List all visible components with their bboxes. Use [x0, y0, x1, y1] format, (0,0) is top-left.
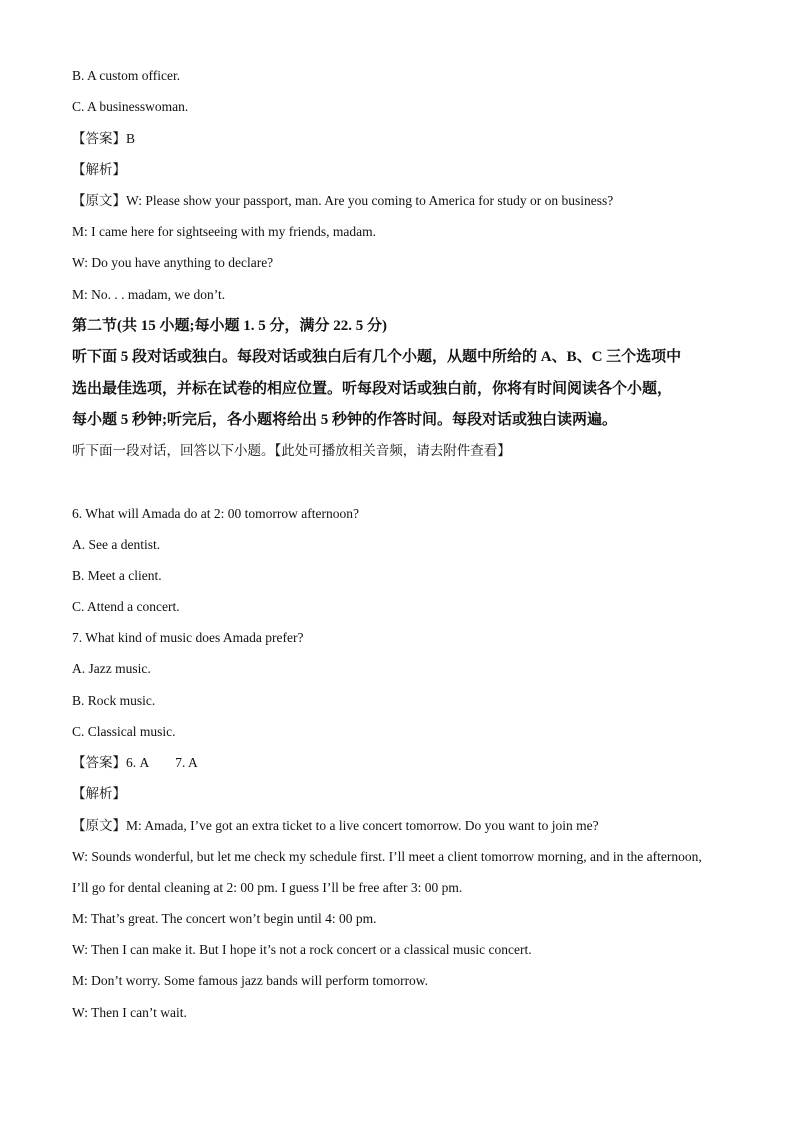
transcript-line: M: No. . . madam, we don’t. [72, 287, 226, 302]
transcript-line: W: Sounds wonderful, but let me check my schedule first. I’ll meet a client tomorrow morning, and in the afternoon, [72, 849, 702, 864]
transcript-line: I’ll go for dental cleaning at 2: 00 pm. I guess I’ll be free after 3: 00 pm. [72, 880, 463, 895]
question-option: C. Classical music. [72, 724, 176, 739]
transcript-line: M: That’s great. The concert won’t begin until 4: 00 pm. [72, 911, 377, 926]
listen-prompt: 听下面一段对话，回答以下小题。【此处可播放相关音频，请去附件查看】 [72, 443, 511, 458]
question-option: C. Attend a concert. [72, 599, 180, 614]
question-stem: 6. What will Amada do at 2: 00 tomorrow afternoon? [72, 506, 359, 521]
answer-second: 7. A [175, 755, 198, 770]
question-option: B. Rock music. [72, 693, 156, 708]
instruction-line: 选出最佳选项，并标在试卷的相应位置。听每段对话或独白前，你将有时间阅读各个小题， [72, 381, 673, 397]
transcript-line: M: I came here for sightseeing with my friends, madam. [72, 224, 377, 239]
analysis-label: 【解析】 [72, 162, 126, 177]
option-b: B. A custom officer. [72, 68, 181, 83]
question-option: B. Meet a client. [72, 568, 162, 583]
option-c: C. A businesswoman. [72, 99, 189, 114]
transcript-line: W: Do you have anything to declare? [72, 255, 274, 270]
question-option: A. See a dentist. [72, 537, 161, 552]
transcript-line: 【原文】W: Please show your passport, man. Are you coming to America for study or on business? [72, 193, 614, 208]
instruction-line: 听下面 5 段对话或独白。每段对话或独白后有几个小题，从题中所给的 A、B、C 三个选项中 [72, 349, 682, 365]
question-stem: 7. What kind of music does Amada prefer? [72, 630, 304, 645]
transcript-line: M: Don’t worry. Some famous jazz bands will perform tomorrow. [72, 973, 429, 988]
instruction-line: 每小题 5 秒钟;听完后，各小题将给出 5 秒钟的作答时间。每段对话或独白读两遍。 [72, 412, 617, 428]
answer-label: 【答案】6. A [72, 755, 150, 770]
answer-label: 【答案】B [72, 131, 136, 146]
transcript-line: W: Then I can make it. But I hope it’s not a rock concert or a classical music concert. [72, 942, 532, 957]
answer-line [72, 754, 198, 772]
analysis-label: 【解析】 [72, 786, 126, 801]
transcript-line: W: Then I can’t wait. [72, 1005, 187, 1020]
section-heading: 第二节(共 15 小题;每小题 1. 5 分，满分 22. 5 分) [72, 318, 387, 334]
transcript-line: 【原文】M: Amada, I’ve got an extra ticket to a live concert tomorrow. Do you want to join me? [72, 818, 599, 833]
question-option: A. Jazz music. [72, 661, 151, 676]
